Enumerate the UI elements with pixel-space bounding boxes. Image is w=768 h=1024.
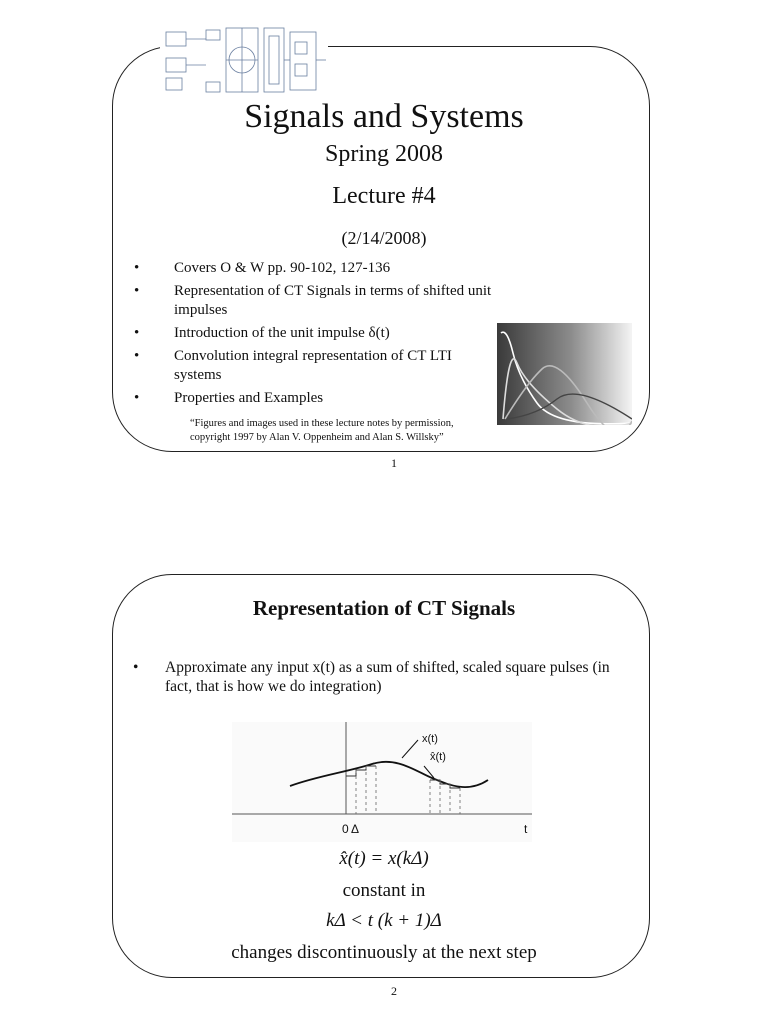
delta-label: Δ: [351, 822, 360, 836]
approx-label: x̂(t): [430, 751, 446, 763]
bullet-dot: •: [134, 283, 140, 299]
course-logo: [160, 22, 328, 102]
list-item: [134, 282, 494, 320]
slide-1-bullet-list: [134, 259, 494, 412]
discontinuity-text: changes discontinuously at the next step: [231, 942, 537, 963]
bullet-dot: •: [134, 325, 140, 341]
slide-2-title: Representation of CT Signals: [252, 596, 516, 620]
bullet-dot: •: [134, 348, 140, 364]
list-item: [134, 389, 494, 408]
origin-label: 0: [342, 822, 349, 836]
equation-staircase: x̂(t) = x(kΔ): [339, 848, 429, 869]
page-number-1: 1: [391, 456, 397, 470]
bullet-text: Covers O & W pp. 90-102, 127-136: [174, 260, 391, 276]
decaying-curves-image: [497, 323, 632, 425]
bullet-dot: •: [134, 260, 140, 276]
lecture-number: Lecture #4: [332, 183, 436, 209]
t-axis-label: t: [524, 822, 528, 836]
list-item: [134, 259, 494, 278]
slide-1-subtitle: Spring 2008: [324, 141, 443, 167]
signal-label: x(t): [422, 733, 438, 745]
page-number-2: 2: [391, 984, 397, 998]
copyright-footnote: “Figures and images used in these lecture notes by permission, copyright 1997 by Alan V. Oppenheim and Alan S. Willsky”: [190, 418, 454, 443]
bullet-text: Introduction of the unit impulse δ(t): [174, 325, 390, 341]
slide-1-title: Signals and Systems: [244, 98, 524, 135]
constant-in-text: constant in: [342, 880, 426, 901]
list-item: [134, 324, 494, 343]
bullet-dot: •: [133, 659, 139, 676]
slide-2-bullet-list: [133, 658, 613, 700]
bullet-text: Properties and Examples: [174, 390, 324, 406]
lecture-date: (2/14/2008): [341, 228, 427, 248]
bullet-text: Approximate any input x(t) as a sum of shifted, scaled square pulses (in fact, that is how we do integration): [165, 659, 610, 695]
staircase-approximation-figure: [232, 722, 532, 842]
equation-interval: kΔ < t (k + 1)Δ: [326, 910, 442, 931]
list-item: [134, 347, 494, 385]
bullet-text: Convolution integral representation of CT LTI systems: [174, 348, 452, 383]
list-item: [133, 658, 613, 696]
bullet-text: Representation of CT Signals in terms of shifted unit impulses: [174, 283, 492, 318]
bullet-dot: •: [134, 390, 140, 406]
